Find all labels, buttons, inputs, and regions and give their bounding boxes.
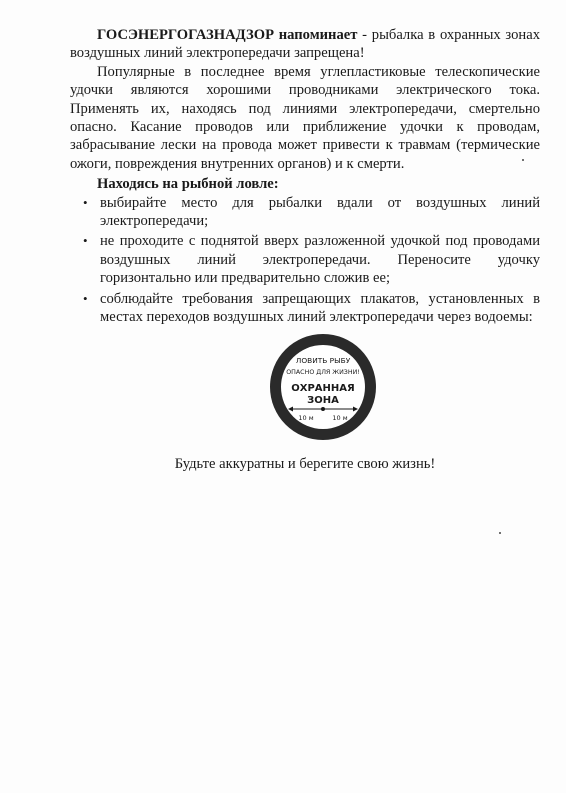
org-verb: напоминает: [278, 27, 358, 43]
body-paragraph: Популярные в последнее время углепластиковые телескопические удочки являются хорошими проводниками электрического тока. Применять их, находясь под линиями электропередачи, смертельно опасно. Касание проводов или приближение удочки к проводам, забрасывание лески на провода может привести к травмам (термические ожоги, повреждения внутренних органов) и к смерти.: [70, 63, 540, 172]
intro-paragraph: [70, 26, 540, 63]
list-heading: Находясь на рыбной ловле:: [97, 176, 279, 193]
org-name: ГОСЭНЕРГОГАЗНАДЗОР: [97, 27, 274, 43]
safety-list: [70, 194, 540, 327]
bullet-icon: •: [83, 194, 88, 210]
list-item: [70, 194, 540, 231]
sign-graphic: [269, 333, 377, 441]
closing-line: Будьте аккуратны и берегите свою жизнь!: [174, 456, 436, 472]
list-item-text: выбирайте место для рыбалки вдали от воздушных линий электропередачи;: [100, 194, 540, 230]
list-item: [70, 290, 540, 327]
list-item-text: соблюдайте требования запрещающих плакатов, установленных в местах переходов воздушных линий электропередачи через водоемы:: [100, 290, 540, 326]
sign-right-distance: 10 м: [332, 414, 348, 422]
intro-rest: - рыбалка в охранных зонах воздушных линий электропередачи запрещена!: [70, 27, 540, 62]
notice-text: [70, 26, 540, 329]
scan-speck: [522, 159, 524, 161]
bullet-icon: •: [83, 233, 88, 249]
sign-line-1: ЛОВИТЬ РЫБУ: [295, 356, 351, 365]
sign-line-4: ЗОНА: [307, 395, 339, 406]
list-item-text: не проходите с поднятой вверх разложенной удочкой под проводами воздушных линий электропередачи. Переносите удочку горизонтально или предварительно сложив ее;: [100, 233, 540, 287]
sign-line-3: ОХРАННАЯ: [291, 383, 355, 394]
bullet-icon: •: [83, 290, 88, 306]
center-dot-icon: [321, 407, 325, 411]
sign-line-2: ОПАСНО ДЛЯ ЖИЗНИ!: [286, 369, 360, 376]
sign-left-distance: 10 м: [298, 414, 314, 422]
scan-speck: [499, 532, 501, 534]
list-item: [70, 232, 540, 287]
protection-zone-sign: [269, 333, 377, 441]
